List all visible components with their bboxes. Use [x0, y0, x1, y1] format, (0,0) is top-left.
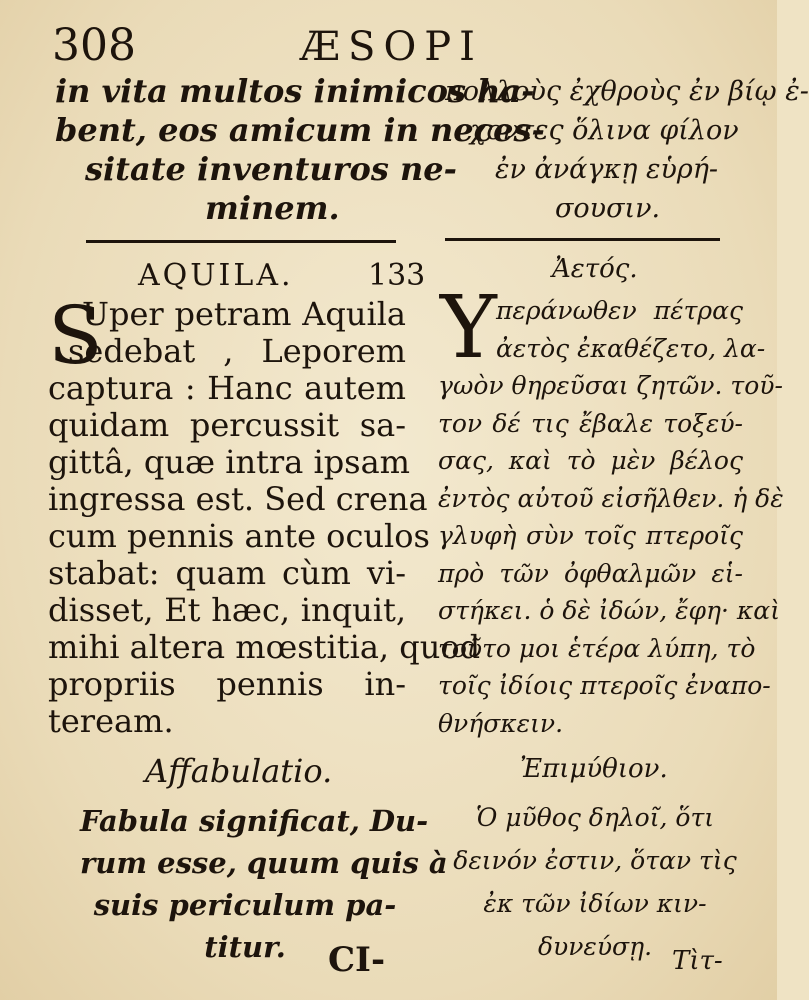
- text-line: sitate inventuros ne-: [85, 150, 457, 188]
- running-head: ÆSOPI: [300, 24, 483, 70]
- text-line: σουσιν.: [555, 193, 661, 224]
- fable-number: 133: [368, 258, 426, 293]
- catchword-greek: Τὶτ-: [672, 946, 723, 976]
- text-line: bent, eos amicum in neces-: [55, 111, 545, 149]
- text-line: quidam percussit sa-: [48, 406, 406, 444]
- moral-title-latin: Affabulatio.: [145, 752, 333, 790]
- moral-title-greek: Ἐπιμύθιον.: [520, 754, 668, 784]
- text-line: Fabula significat, Du-: [80, 804, 429, 838]
- fable-text-latin: [48, 289, 481, 740]
- text-line: τοῦτο μοι ἑτέρα λύπη, τὸ: [438, 633, 756, 663]
- text-line: stabat: quam cùm vi-: [48, 554, 406, 592]
- text-line: ingressa est. Sed crena: [48, 480, 428, 518]
- text-line: περάνωθεν πέτρας: [496, 296, 743, 325]
- text-line: ἀετὸς ἐκαθέζετο, λα-: [496, 333, 766, 363]
- text-line: sedebat , Leporem: [68, 332, 406, 370]
- fable-title-greek: Ἀετός.: [552, 254, 638, 284]
- moral-text-greek: [440, 796, 750, 968]
- text-line: στήκει. ὁ δὲ ἰδών, ἔφη· καὶ: [438, 596, 780, 625]
- page-number: 308: [52, 20, 136, 71]
- text-line: δεινόν ἐστιν, ὅταν τὶς: [453, 846, 737, 875]
- text-line: in vita multos inimicos ha-: [55, 72, 535, 110]
- text-line: τοῖς ἰδίοις πτεροῖς ἐναπο-: [438, 671, 771, 700]
- text-line: gittâ, quæ intra ipsam: [48, 443, 411, 481]
- text-line: suis periculum pa-: [93, 888, 397, 922]
- text-line: cum pennis ante oculos: [48, 517, 430, 555]
- prev-fable-greek: [445, 72, 809, 228]
- text-line: mihi altera mœstitia, quod: [48, 628, 481, 666]
- text-line: ἐντὸς αὐτοῦ εἰσῆλθεν. ἡ δὲ: [438, 483, 784, 513]
- text-line: τον δέ τις ἔβαλε τοξεύ-: [438, 408, 743, 438]
- text-line: ἐν ἀνάγκῃ εὑρή-: [495, 154, 719, 185]
- text-line: titur.: [204, 930, 286, 964]
- text-line: πολλοὺς ἐχθροὺς ἐν βίῳ ἐ-: [445, 76, 809, 107]
- text-line: disset, Et hæc, inquit,: [48, 591, 406, 629]
- text-line: Ὁ μῦθος δηλοῖ, ὅτι: [475, 803, 715, 832]
- text-line: γλυφὴ σὺν τοῖς πτεροῖς: [438, 521, 743, 550]
- drop-cap-greek: Υ: [440, 278, 497, 378]
- divider-rule: [86, 240, 396, 243]
- text-line: ἐκ τῶν ἰδίων κιν-: [483, 889, 707, 918]
- text-line: teream.: [48, 702, 174, 740]
- text-line: minem.: [205, 189, 340, 227]
- text-line: σας, καὶ τὸ μὲν βέλος: [438, 446, 743, 475]
- prev-fable-latin: [55, 72, 545, 228]
- text-line: χοντες ὅλινα φίλον: [470, 115, 739, 146]
- fable-text-greek: [438, 292, 784, 742]
- text-line: Uper petram Aquila: [82, 295, 406, 333]
- text-line: captura : Hanc autem: [48, 369, 406, 407]
- text-line: rum esse, quum quis à: [80, 846, 448, 880]
- text-line: θνήσκειν.: [438, 708, 564, 738]
- divider-rule: [445, 238, 720, 241]
- text-line: πρὸ τῶν ὀφθαλμῶν εἱ-: [438, 558, 743, 588]
- text-line: δυνεύσῃ.: [537, 932, 653, 961]
- text-line: γωὸν θηρεῦσαι ζητῶν. τοῦ-: [438, 371, 783, 400]
- catchword-latin: CI-: [328, 940, 386, 980]
- text-line: propriis pennis in-: [48, 665, 406, 703]
- fable-title-latin: AQUILA.: [138, 258, 294, 293]
- drop-cap-latin: S: [48, 289, 103, 382]
